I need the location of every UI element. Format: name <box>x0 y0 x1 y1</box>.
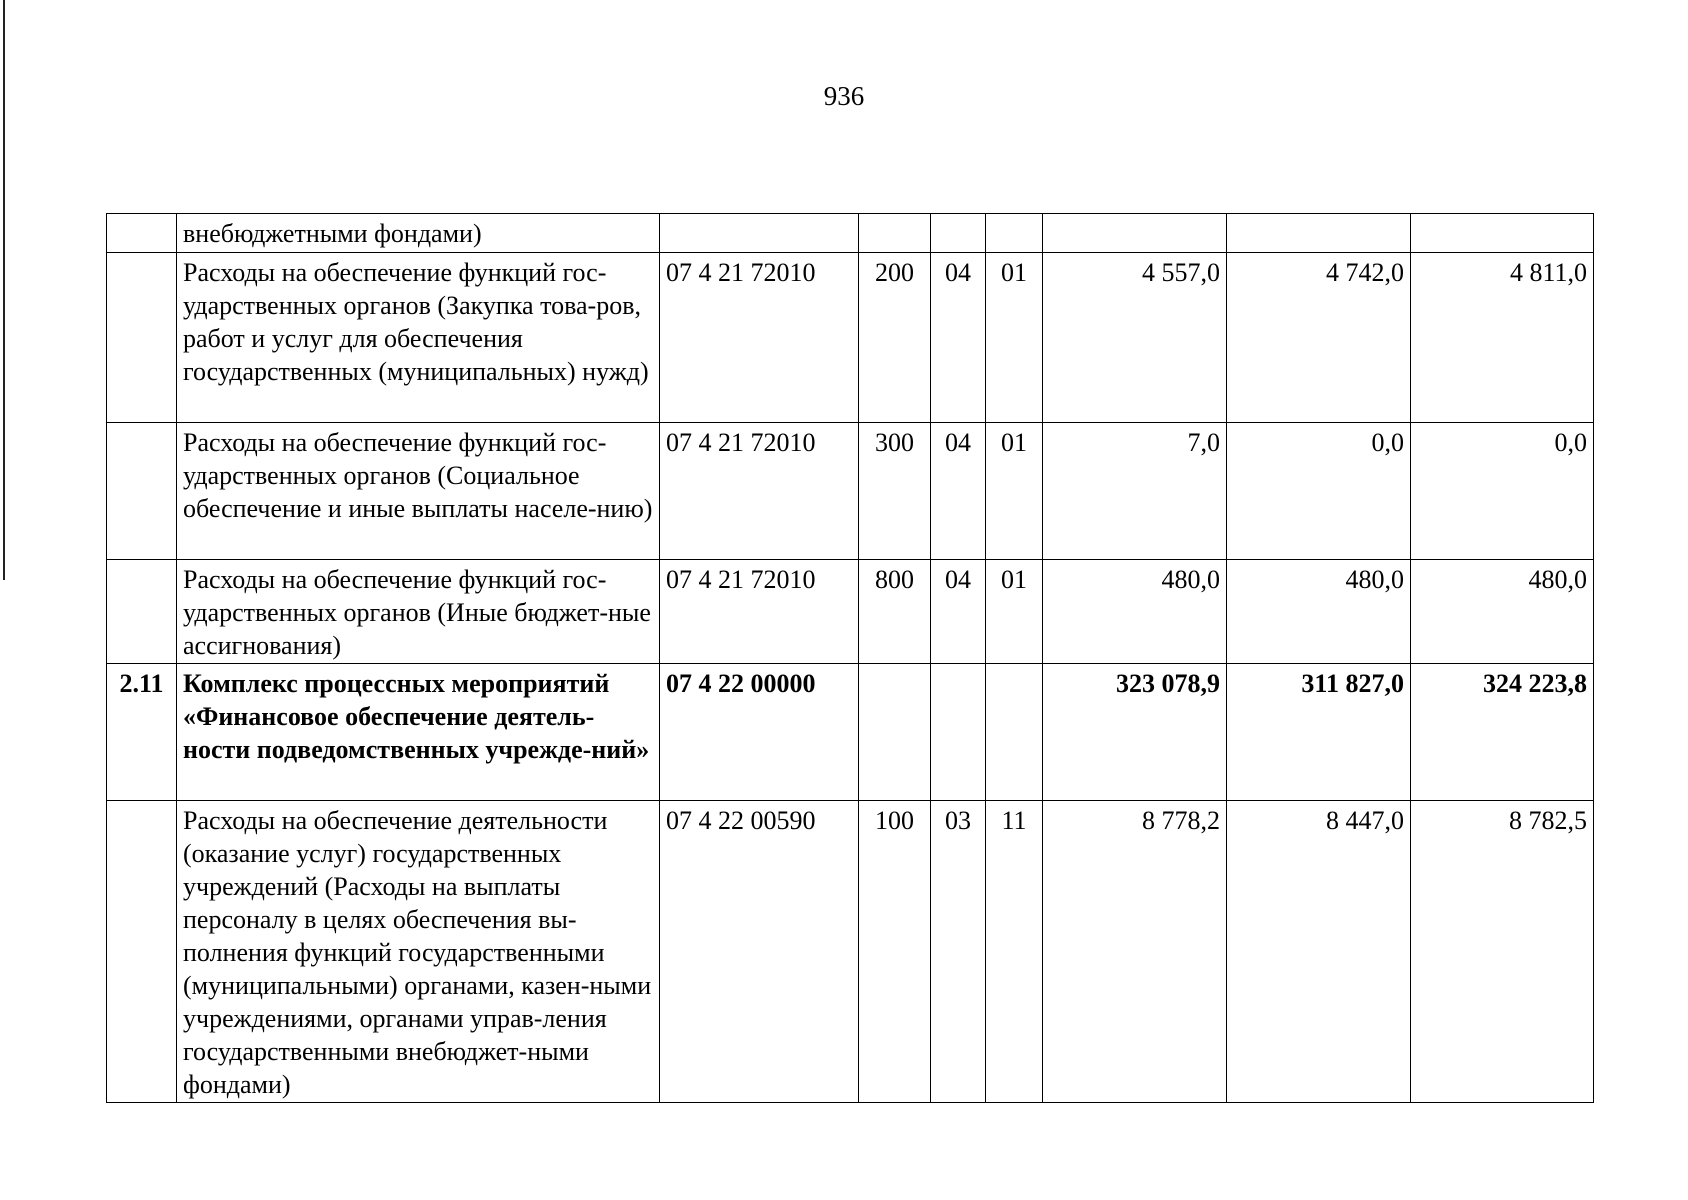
row-target-code: 07 4 22 00590 <box>660 801 859 1103</box>
row-number <box>107 560 177 664</box>
row-expense-type <box>859 214 931 253</box>
row-number <box>107 214 177 253</box>
row-amount-2: 4 742,0 <box>1227 253 1411 423</box>
row-name: Расходы на обеспечение деятельности (оказание услуг) государственных учреждений (Расходы на выплаты персоналу в целях обеспечения вы-полнения функций государственными (муниципальными) органами, казен-ными учреждениями, органами управ-ления государственными внебюджет-ными фондами) <box>177 801 660 1103</box>
row-subsection: 11 <box>986 801 1043 1103</box>
row-amount-3: 480,0 <box>1411 560 1594 664</box>
row-amount-2: 311 827,0 <box>1227 664 1411 801</box>
row-subsection: 01 <box>986 560 1043 664</box>
table-row <box>107 214 1594 253</box>
row-expense-type: 300 <box>859 423 931 560</box>
row-name: внебюджетными фондами) <box>177 214 660 253</box>
row-number <box>107 801 177 1103</box>
row-section <box>931 214 986 253</box>
row-target-code <box>660 214 859 253</box>
row-target-code: 07 4 21 72010 <box>660 253 859 423</box>
row-amount-3: 4 811,0 <box>1411 253 1594 423</box>
table-row <box>107 253 1594 423</box>
row-section: 04 <box>931 253 986 423</box>
row-target-code: 07 4 21 72010 <box>660 423 859 560</box>
row-number: 2.11 <box>107 664 177 801</box>
row-amount-1 <box>1043 214 1227 253</box>
row-subsection: 01 <box>986 423 1043 560</box>
row-expense-type <box>859 664 931 801</box>
row-amount-1: 7,0 <box>1043 423 1227 560</box>
row-amount-1: 323 078,9 <box>1043 664 1227 801</box>
row-expense-type: 200 <box>859 253 931 423</box>
row-target-code: 07 4 21 72010 <box>660 560 859 664</box>
row-amount-2 <box>1227 214 1411 253</box>
row-subsection <box>986 664 1043 801</box>
row-name: Комплекс процессных мероприятий «Финансовое обеспечение деятель-ности подведомственных учрежде-ний» <box>177 664 660 801</box>
row-number <box>107 423 177 560</box>
row-expense-type: 100 <box>859 801 931 1103</box>
page-number: 936 <box>823 81 865 111</box>
row-amount-2: 480,0 <box>1227 560 1411 664</box>
table-row <box>107 560 1594 664</box>
row-amount-3: 324 223,8 <box>1411 664 1594 801</box>
row-section <box>931 664 986 801</box>
row-amount-3: 8 782,5 <box>1411 801 1594 1103</box>
row-subsection <box>986 214 1043 253</box>
row-name: Расходы на обеспечение функций гос-ударственных органов (Закупка това-ров, работ и услуг для обеспечения государственных (муниципальных) нужд) <box>177 253 660 423</box>
row-section: 04 <box>931 560 986 664</box>
row-subsection: 01 <box>986 253 1043 423</box>
row-amount-1: 4 557,0 <box>1043 253 1227 423</box>
budget-table <box>106 213 1594 1103</box>
row-section: 03 <box>931 801 986 1103</box>
row-amount-2: 0,0 <box>1227 423 1411 560</box>
row-amount-3: 0,0 <box>1411 423 1594 560</box>
row-amount-1: 480,0 <box>1043 560 1227 664</box>
row-name: Расходы на обеспечение функций гос-ударственных органов (Иные бюджет-ные ассигнования) <box>177 560 660 664</box>
row-amount-2: 8 447,0 <box>1227 801 1411 1103</box>
row-section: 04 <box>931 423 986 560</box>
row-amount-3 <box>1411 214 1594 253</box>
row-expense-type: 800 <box>859 560 931 664</box>
row-target-code: 07 4 22 00000 <box>660 664 859 801</box>
row-name: Расходы на обеспечение функций гос-ударственных органов (Социальное обеспечение и иные выплаты населе-нию) <box>177 423 660 560</box>
row-number <box>107 253 177 423</box>
table-row-section-total <box>107 664 1594 801</box>
row-amount-1: 8 778,2 <box>1043 801 1227 1103</box>
table-row <box>107 801 1594 1103</box>
table-row <box>107 423 1594 560</box>
